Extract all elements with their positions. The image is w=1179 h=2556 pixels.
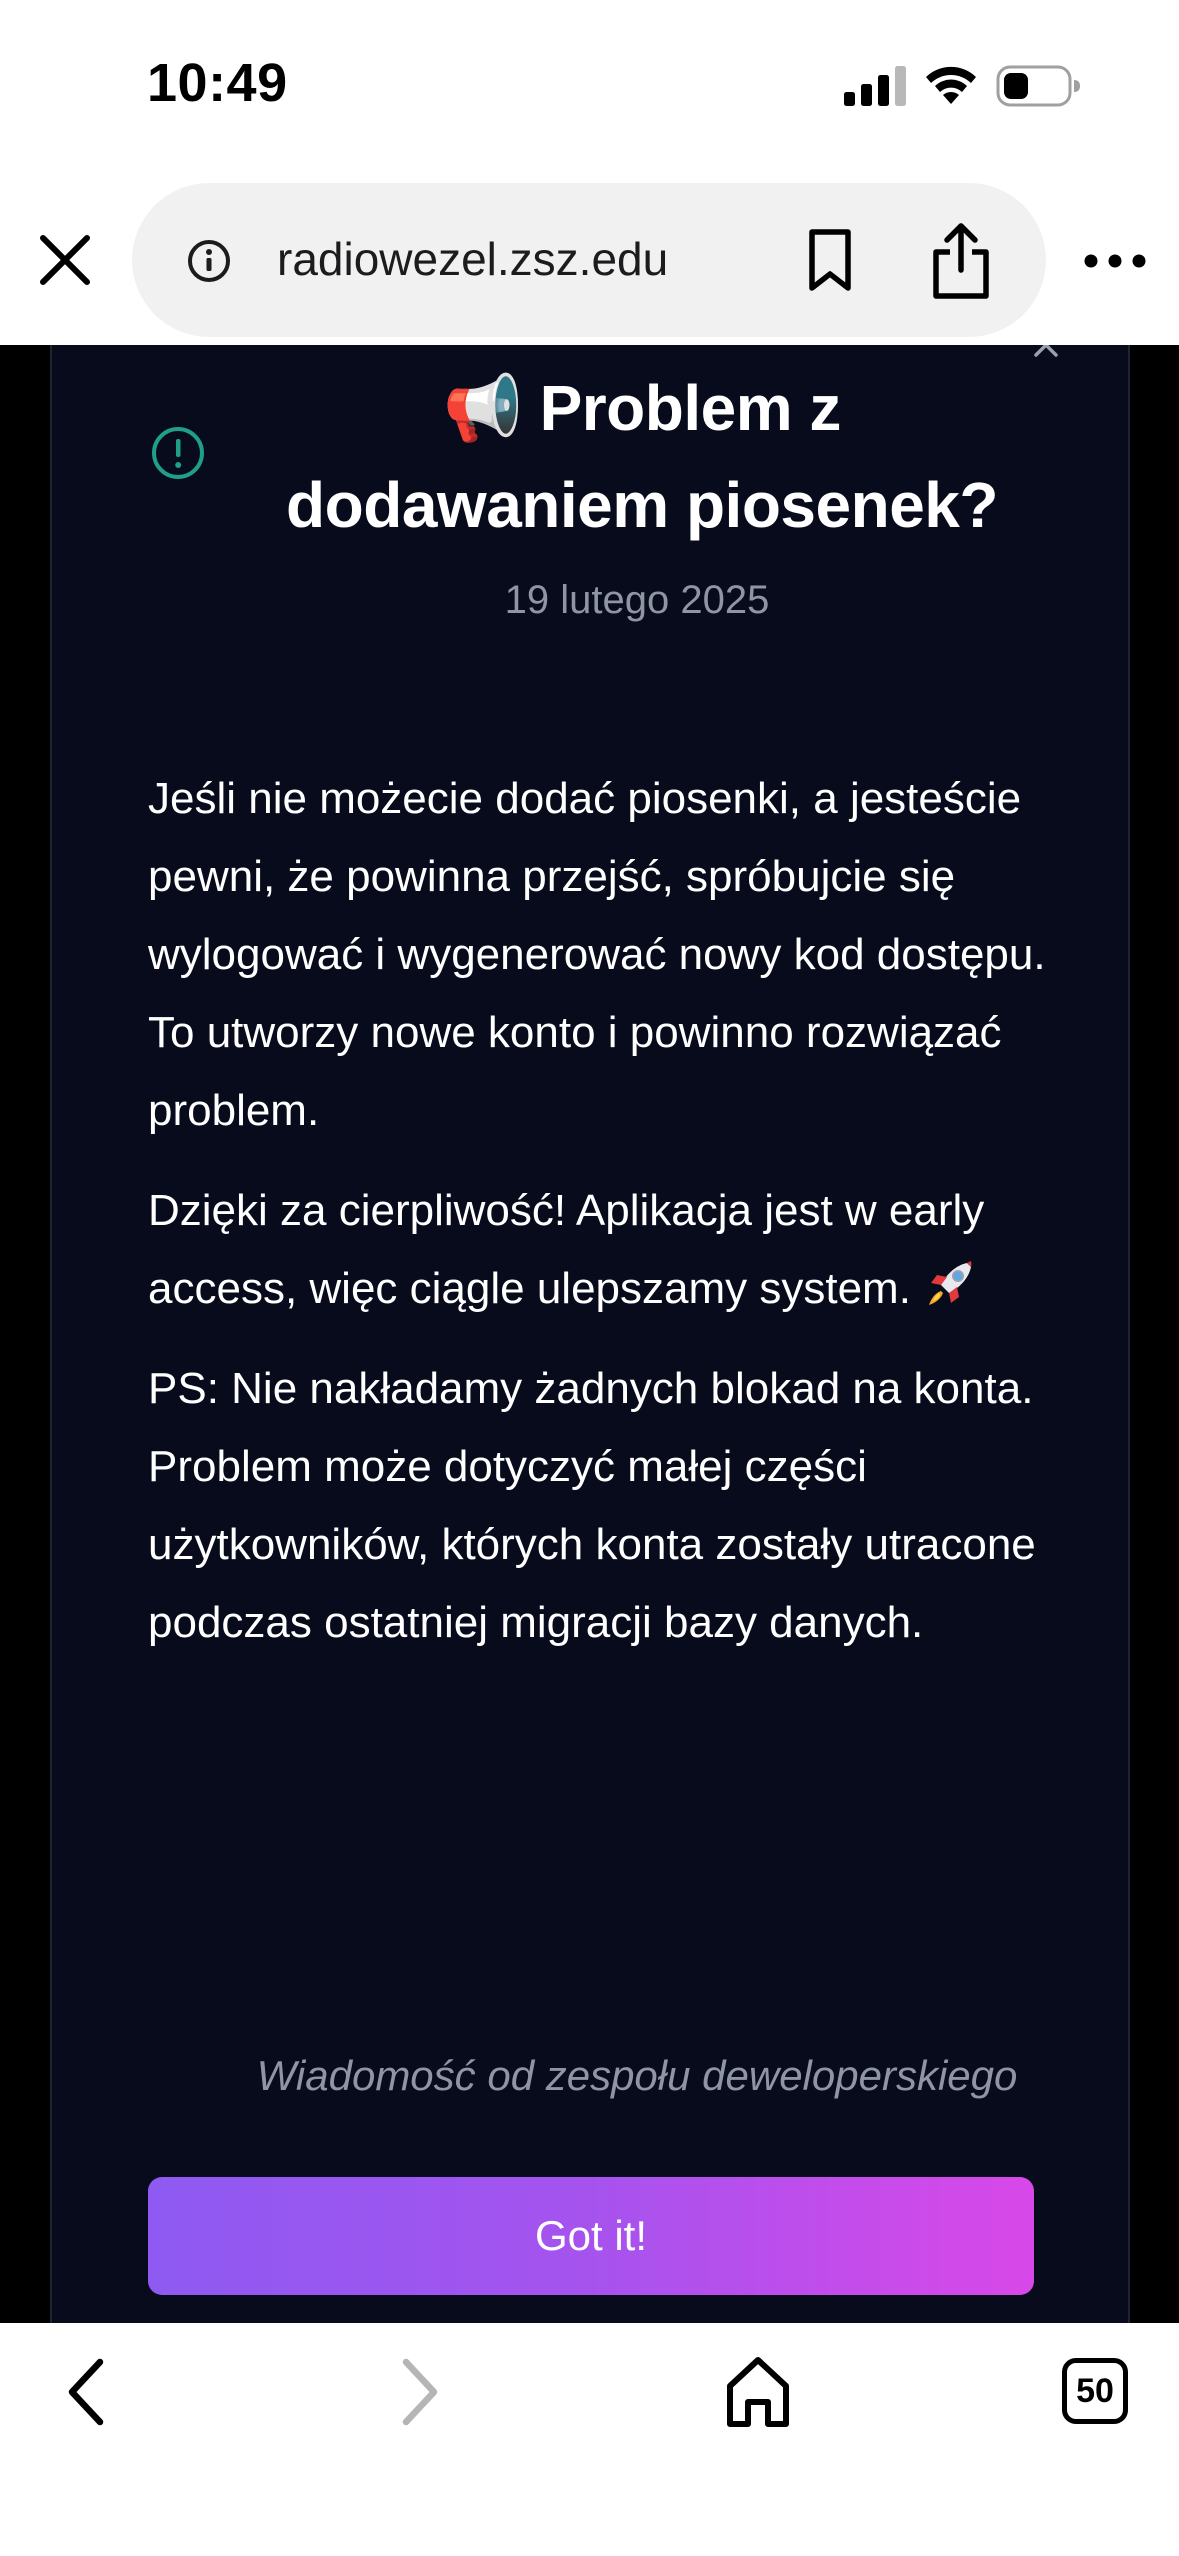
status-bar	[0, 0, 1179, 175]
megaphone-icon: 📢	[443, 372, 523, 446]
close-button[interactable]	[30, 220, 100, 300]
info-icon[interactable]	[186, 238, 232, 284]
share-icon[interactable]	[926, 220, 996, 300]
modal-title-text: Problem z dodawaniem piosenek?	[286, 372, 998, 541]
back-icon[interactable]	[56, 2352, 116, 2432]
battery-icon	[996, 64, 1082, 108]
paragraph: Jeśli nie możecie dodać piosenki, a jesteście pewni, że powinna przejść, spróbujcie się wylogować i wygenerować nowy kod dostępu. To utworzy nowe konto i powinno rozwiązać problem.	[148, 774, 1046, 1135]
modal-close-icon[interactable]	[1030, 345, 1070, 365]
status-time: 10:49	[147, 53, 288, 113]
rocket-icon	[919, 1253, 981, 1315]
announcement-modal	[50, 345, 1130, 2323]
forward-icon[interactable]	[390, 2352, 450, 2432]
paragraph-text: Dzięki za cierpliwość! Aplikacja jest w early access, więc ciągle ulepszamy system.	[148, 1186, 985, 1313]
browser-bottom-bar	[0, 2323, 1179, 2556]
got-it-button[interactable]: Got it!	[148, 2177, 1034, 2295]
footer-note: Wiadomość od zespołu deweloperskiego	[256, 2052, 1018, 2099]
paragraph	[148, 1172, 1048, 1328]
close-icon	[39, 234, 91, 286]
announcement-body	[148, 760, 1048, 1684]
web-page	[0, 345, 1179, 2323]
wifi-icon	[922, 62, 980, 106]
paragraph: PS: Nie nakładamy żadnych blokad na konta. Problem może dotyczyć małej części użytkowników, których konta zostały utracone podczas ostatniej migracji bazy danych.	[148, 1364, 1036, 1647]
modal-title	[252, 360, 1032, 553]
tab-count: 50	[1076, 2371, 1114, 2410]
cellular-signal-icon	[844, 66, 906, 106]
bookmark-icon[interactable]	[800, 228, 860, 294]
tabs-icon[interactable]	[1062, 2358, 1128, 2424]
more-icon[interactable]	[1082, 244, 1148, 278]
alert-icon	[150, 425, 206, 481]
announcement-date: 19 lutego 2025	[504, 578, 770, 622]
url-text[interactable]: radiowezel.zsz.edu	[277, 233, 669, 285]
home-icon[interactable]	[722, 2352, 794, 2432]
